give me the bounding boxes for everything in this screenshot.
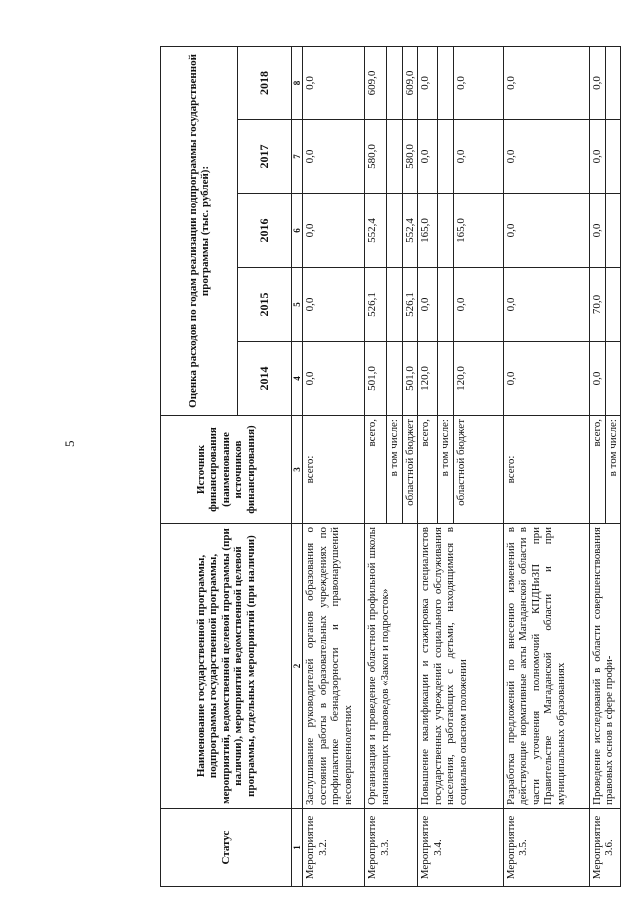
row-status: Мероприятие 3.4. xyxy=(418,809,504,887)
row-value: 609,0 xyxy=(402,46,418,119)
table-row xyxy=(503,46,589,886)
row-value xyxy=(438,268,454,342)
row-status: Мероприятие 3.6. xyxy=(589,809,621,887)
row-value xyxy=(387,46,403,119)
row-value xyxy=(605,268,621,342)
row-status: Мероприятие 3.5. xyxy=(503,809,589,887)
header-status: Статус xyxy=(161,809,292,887)
table-row xyxy=(303,46,365,886)
row-value xyxy=(605,120,621,194)
row-value: 0,0 xyxy=(589,342,605,416)
row-value: 552,4 xyxy=(402,194,418,268)
row-value: 501,0 xyxy=(402,342,418,416)
table-row xyxy=(589,46,605,886)
header-year: 2016 xyxy=(238,194,292,268)
column-number: 8 xyxy=(292,46,303,119)
row-value: 0,0 xyxy=(303,120,365,194)
expense-table xyxy=(160,46,621,887)
row-value: 609,0 xyxy=(365,46,387,119)
row-value: 0,0 xyxy=(453,120,503,194)
table-row xyxy=(418,46,438,886)
header-year: 2018 xyxy=(238,46,292,119)
row-source: областной бюджет xyxy=(402,416,418,524)
row-value: 0,0 xyxy=(303,342,365,416)
row-value: 0,0 xyxy=(303,194,365,268)
row-value xyxy=(605,194,621,268)
row-value: 580,0 xyxy=(402,120,418,194)
row-value xyxy=(438,120,454,194)
row-value: 0,0 xyxy=(303,46,365,119)
header-year: 2015 xyxy=(238,268,292,342)
row-source: всего: xyxy=(303,416,365,524)
row-source: всего, xyxy=(365,416,387,524)
row-value xyxy=(387,268,403,342)
header-name: Наименование государственной программы, подпрограммы государственной программы, мероприятий, ведомственной целевой программы (при наличии), мероприятий ведомственной целевой программы, отдельных мероприятий (при наличии) xyxy=(161,524,292,809)
row-source: всего, xyxy=(589,416,605,524)
row-value: 0,0 xyxy=(418,268,438,342)
rotated-table-container xyxy=(160,47,619,887)
row-value: 120,0 xyxy=(418,342,438,416)
header-estimate: Оценка расходов по годам реализации подпрограммы государственной программы (тыс. рублей): xyxy=(161,46,238,415)
row-value xyxy=(387,194,403,268)
row-source: всего: xyxy=(503,416,589,524)
row-value: 0,0 xyxy=(503,268,589,342)
row-source: всего, xyxy=(418,416,438,524)
row-value: 0,0 xyxy=(453,268,503,342)
row-source: областной бюджет xyxy=(453,416,503,524)
row-value: 0,0 xyxy=(589,46,605,119)
row-value: 0,0 xyxy=(303,268,365,342)
column-number: 5 xyxy=(292,268,303,342)
row-value: 0,0 xyxy=(453,46,503,119)
row-value: 0,0 xyxy=(589,194,605,268)
row-value: 526,1 xyxy=(365,268,387,342)
row-value: 501,0 xyxy=(365,342,387,416)
row-value: 580,0 xyxy=(365,120,387,194)
row-value: 0,0 xyxy=(503,194,589,268)
row-value xyxy=(438,342,454,416)
row-source: в том числе: xyxy=(605,416,621,524)
row-name: Повышение квалификации и стажировка специалистов государственных учреждений социального обслуживания населения, работающих с детьми, находящимися в социально опасном положении xyxy=(418,524,504,809)
row-name: Заслушивание руководителей органов образования о состоянии работы в образовательных учреждениях по профилактике безнадзорности и правонарушений несовершеннолетних xyxy=(303,524,365,809)
row-status: Мероприятие 3.2. xyxy=(303,809,365,887)
header-year: 2017 xyxy=(238,120,292,194)
row-value: 165,0 xyxy=(453,194,503,268)
page-number: 5 xyxy=(62,440,77,447)
row-value xyxy=(438,194,454,268)
row-value xyxy=(387,342,403,416)
row-status: Мероприятие 3.3. xyxy=(365,809,418,887)
column-number: 1 xyxy=(292,809,303,887)
row-name: Разработка предложений по внесению изменений в действующие нормативные акты Магаданской области в части уточнения полномочий КПДНиЗП при Правительстве Магаданской области и при муниципальных образованиях xyxy=(503,524,589,809)
row-value: 526,1 xyxy=(402,268,418,342)
row-value: 120,0 xyxy=(453,342,503,416)
table-row xyxy=(365,46,387,886)
row-value: 70,0 xyxy=(589,268,605,342)
row-value: 0,0 xyxy=(589,120,605,194)
row-value: 0,0 xyxy=(418,46,438,119)
row-value: 0,0 xyxy=(503,342,589,416)
column-number: 7 xyxy=(292,120,303,194)
row-value: 165,0 xyxy=(418,194,438,268)
column-number: 2 xyxy=(292,524,303,809)
row-value xyxy=(387,120,403,194)
row-value: 0,0 xyxy=(503,120,589,194)
row-value xyxy=(438,46,454,119)
row-value: 0,0 xyxy=(418,120,438,194)
row-source: в том числе: xyxy=(438,416,454,524)
row-value: 552,4 xyxy=(365,194,387,268)
column-number: 4 xyxy=(292,342,303,416)
row-name: Организация и проведение областной профильной школы начинающих правоведов «Закон и подросток» xyxy=(365,524,418,809)
row-value: 0,0 xyxy=(503,46,589,119)
column-number: 6 xyxy=(292,194,303,268)
row-value xyxy=(605,342,621,416)
header-year: 2014 xyxy=(238,342,292,416)
row-source: в том числе: xyxy=(387,416,403,524)
row-name: Проведение исследований в области совершенствования правовых основ в сфере профи- xyxy=(589,524,621,809)
row-value xyxy=(605,46,621,119)
column-number: 3 xyxy=(292,416,303,524)
header-source: Источник финансирования (наименование источников финансирования) xyxy=(161,416,292,524)
